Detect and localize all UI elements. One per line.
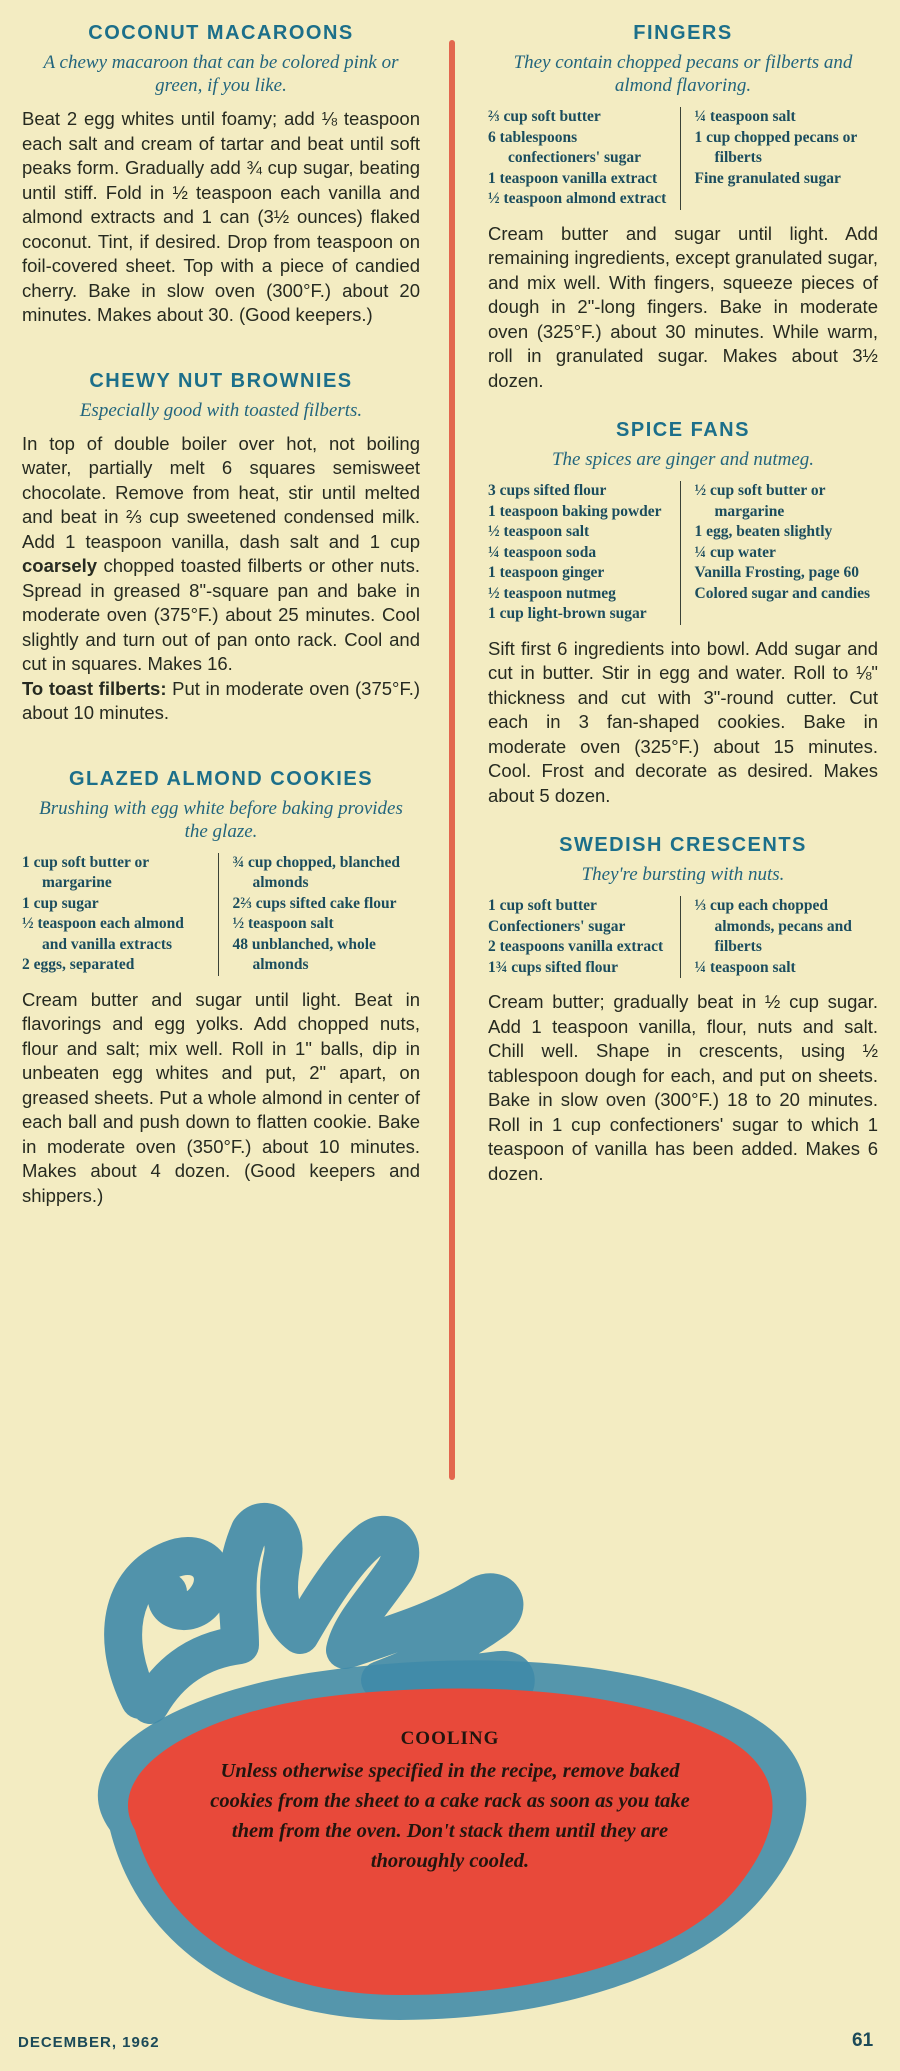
recipe-swedish-crescents [488,834,878,1186]
ingredient: ¾ cup chopped, blanched almonds [232,853,401,891]
ingredient: ⅓ cup each chopped almonds, pecans and filberts [694,897,852,955]
ingredient: 1¾ cups sifted flour [488,958,619,976]
ingredient: ½ teaspoon salt [488,523,590,540]
ingredient: ½ teaspoon almond extract [488,190,667,207]
ingredient: ¼ cup water [694,543,776,561]
ingredient: ¼ teaspoon salt [694,108,796,125]
ingredient: 1 cup chopped pecans or filberts [694,128,857,166]
tip-label: To toast filberts: [22,677,167,699]
ingredient: ⅔ cup soft butter [488,108,601,125]
ingredient: 2⅔ cups sifted cake flour [232,894,397,912]
page-number: 61 [852,2030,874,2051]
ingredient: 6 tablespoons confectioners' sugar [488,128,642,166]
ingredient: 1 cup soft butter or margarine [22,853,149,891]
ingredients-column [681,481,879,625]
recipe-subtitle: Brushing with egg white before baking provides the glaze. [39,797,403,842]
ingredient: 1 cup soft butter [488,897,597,914]
recipe-chewy-nut-brownies [22,370,420,726]
ingredient: Vanilla Frosting, page 60 [694,564,859,581]
recipe-directions: Beat 2 egg whites until foamy; add ⅛ teaspoon each salt and cream of tartar and beat until soft peaks form. Gradually add ¾ cup sugar, beating until stiff. Fold in ½ teaspoon each vanilla and almond extracts and 1 can (3½ ounces) flaked coconut. Tint, if desired. Drop from teaspoon on foil-covered sheet. Top with a piece of candied cherry. Bake in slow oven (300°F.) about 20 minutes. Makes about 30. (Good keepers.) [22,108,420,325]
recipe-subtitle: They contain chopped pecans or filberts and almond flavoring. [513,52,853,96]
recipe-title: SWEDISH CRESCENTS [559,834,807,856]
recipe-directions: Cream butter and sugar until light. Beat in flavorings and egg yolks. Add chopped nuts, flour and salt; mix well. Roll in 1" balls, dip in unbeaten egg whites and put, 2" apart, on greased sheets. Put a whole almond in center of each ball and push down to flatten cookie. Bake in moderate oven (350°F.) about 10 minutes. Makes about 4 dozen. (Good keepers and shippers.) [22,988,420,1206]
ingredients-column [22,853,219,976]
ingredients-list [22,853,420,976]
ingredient: 1 teaspoon vanilla extract [488,169,658,187]
ingredient: 1 cup light-brown sugar [488,605,647,622]
recipe-subtitle: Especially good with toasted filberts. [79,399,363,421]
recipe-glazed-almond-cookies [22,768,420,1209]
ingredient: 2 teaspoons vanilla extract [488,938,664,955]
recipe-coconut-macaroons [22,22,420,328]
recipe-title: COCONUT MACAROONS [88,22,354,44]
ingredient: 1 teaspoon baking powder [488,502,662,520]
ingredient: ½ teaspoon salt [232,915,334,932]
recipe-directions: Cream butter and sugar until light. Add remaining ingredients, except granulated sugar, and mix well. With fingers, squeeze pieces of dough in 2"-long fingers. Bake in moderate oven (325°F.) about 30 minutes. While warm, roll in granulated sugar. Makes about 3½ dozen. [488,222,878,391]
cooling-text: Unless otherwise specified in the recipe, remove baked cookies from the sheet to a cake rack as soon as you take them from the oven. Don't stack them until they are thoroughly cooled. [210,1760,690,1872]
ingredient: ¼ teaspoon soda [488,543,597,561]
ingredient: Colored sugar and candies [694,584,871,602]
ingredient: ½ teaspoon each almond and vanilla extracts [22,915,184,953]
issue-date: DECEMBER, 1962 [18,2034,160,2051]
right-column [488,22,878,1212]
directions-emphasis: coarsely [22,555,98,576]
ingredient: 1 cup sugar [22,894,99,912]
ingredients-list [488,481,878,625]
ingredient: 48 unblanched, whole almonds [232,935,376,973]
ingredient: 1 egg, beaten slightly [694,523,833,540]
recipe-subtitle: They're bursting with nuts. [581,864,785,885]
ingredients-column [488,107,681,210]
recipe-spice-fans [488,419,878,808]
recipe-title: GLAZED ALMOND COOKIES [68,767,374,790]
recipe-title: FINGERS [633,22,733,44]
ingredients-column [488,896,681,978]
ingredient: ¼ teaspoon salt [694,958,796,976]
recipe-directions [22,432,420,726]
left-column [22,22,420,1234]
recipe-subtitle: The spices are ginger and nutmeg. [551,449,815,470]
recipe-subtitle: A chewy macaroon that can be colored pink or green, if you like. [43,52,399,96]
recipe-fingers [488,22,878,393]
ingredients-column [681,896,879,978]
ingredient: ½ teaspoon nutmeg [488,584,616,602]
ingredient: ½ cup soft butter or margarine [694,482,826,520]
cooling-tip [210,1728,690,1876]
ingredients-column [488,481,681,625]
tip-text: Put in moderate oven (375°F.) about 10 minutes. [22,677,421,723]
ingredient: Fine granulated sugar [694,169,841,187]
column-divider [449,40,455,1480]
ingredients-list [488,896,878,978]
ingredient: 3 cups sifted flour [488,482,607,499]
directions-part: In top of double boiler over hot, not boiling water, partially melt 6 squares semisweet chocolate. Remove from heat, stir until melted and beat in ⅔ cup sweetened condensed milk. Add 1 teaspoon vanilla, dash salt and 1 cup [22,432,420,552]
ingredient: 2 eggs, separated [22,956,135,973]
recipe-directions: Cream butter; gradually beat in ½ cup sugar. Add 1 teaspoon vanilla, flour, nuts and salt. Chill well. Shape in crescents, using ½ tablespoon dough for each, and put on sheets. Bake in slow oven (300°F.) 18 to 20 minutes. Roll in 1 cup confectioners' sugar to which 1 teaspoon of vanilla has been added. Makes 6 dozen. [488,991,878,1184]
ingredients-list [488,107,878,210]
recipe-directions: Sift first 6 ingredients into bowl. Add sugar and cut in butter. Stir in egg and water. Roll to ⅛" thickness and cut with 3"-round cutter. Cut each in 3 fan-shaped cookies. Bake in moderate oven (325°F.) about 15 minutes. Cool. Frost and decorate as desired. Makes about 5 dozen. [488,637,878,806]
directions-part: chopped toasted filberts or other nuts. Spread in greased 8"-square pan and bake in moderate oven (375°F.) about 25 minutes. Cool slightly and turn out of pan onto rack. Cool and cut in squares. Makes 16. [22,555,420,674]
ingredients-column [219,853,421,976]
ingredient: Confectioners' sugar [488,917,626,935]
recipe-title: CHEWY NUT BROWNIES [89,369,353,392]
cooling-title: COOLING [400,1728,500,1749]
ingredient: 1 teaspoon ginger [488,564,605,581]
ingredients-column [681,107,879,210]
recipe-title: SPICE FANS [616,419,750,441]
